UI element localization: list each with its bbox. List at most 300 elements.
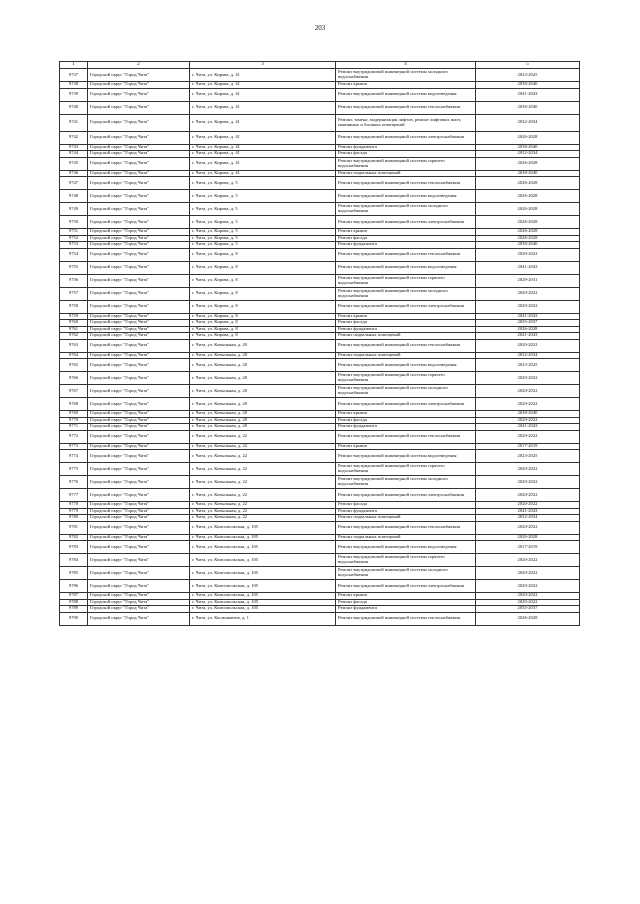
municipality-cell: Городской округ "Город Чита" xyxy=(88,333,190,340)
row-number: 9783 xyxy=(60,541,88,554)
address-cell: г. Чита, ул. Кирова, д. 8 xyxy=(190,333,336,340)
work-type-cell: Ремонт внутридомовой инженерной системы водоотведения xyxy=(336,190,476,203)
municipality-cell: Городской округ "Город Чита" xyxy=(88,541,190,554)
period-cell: 2020-2022 xyxy=(476,287,580,300)
address-cell: г. Чита, ул. Кирова, д. 5 xyxy=(190,177,336,190)
row-number: 9772 xyxy=(60,430,88,443)
municipality-cell: Городской округ "Город Чита" xyxy=(88,593,190,600)
work-type-cell: Ремонт внутридомовой инженерной системы горячего водоснабжения xyxy=(336,372,476,385)
municipality-cell: Городской округ "Город Чита" xyxy=(88,235,190,242)
column-header: 2 xyxy=(88,62,190,69)
period-cell: 2023-2025 xyxy=(476,359,580,372)
table-row xyxy=(60,430,580,443)
period-cell: 2035-2037 xyxy=(476,606,580,613)
row-number: 9779 xyxy=(60,508,88,515)
municipality-cell: Городской округ "Город Чита" xyxy=(88,114,190,131)
table-row xyxy=(60,190,580,203)
row-number: 9765 xyxy=(60,359,88,372)
municipality-cell: Городской округ "Город Чита" xyxy=(88,101,190,114)
row-number: 9739 xyxy=(60,88,88,101)
work-type-cell: Ремонт внутридомовой инженерной системы холодного водоснабжения xyxy=(336,69,476,82)
address-cell: г. Чита, ул. Ковыльная, д. 20 xyxy=(190,359,336,372)
municipality-cell: Городской округ "Город Чита" xyxy=(88,300,190,313)
table-row xyxy=(60,131,580,144)
table-row xyxy=(60,612,580,625)
row-number: 9777 xyxy=(60,489,88,502)
work-type-cell: Ремонт внутридомовой инженерной системы электроснабжения xyxy=(336,580,476,593)
municipality-cell: Городской округ "Город Чита" xyxy=(88,131,190,144)
period-cell: 2020-2022 xyxy=(476,300,580,313)
row-number: 9741 xyxy=(60,114,88,131)
period-cell: 2029-2031 xyxy=(476,274,580,287)
row-number: 9782 xyxy=(60,534,88,541)
row-number: 9754 xyxy=(60,248,88,261)
work-type-cell: Ремонт внутридомовой инженерной системы водоотведения xyxy=(336,541,476,554)
table-row xyxy=(60,359,580,372)
address-cell: г. Чита, ул. Кирова, д. 8 xyxy=(190,313,336,320)
municipality-cell: Городской округ "Город Чита" xyxy=(88,229,190,236)
municipality-cell: Городской округ "Город Чита" xyxy=(88,248,190,261)
address-cell: г. Чита, ул. Кирова, д. 5 xyxy=(190,203,336,216)
address-cell: г. Чита, ул. Комсомольская, д. 105 xyxy=(190,521,336,534)
municipality-cell: Городской округ "Город Чита" xyxy=(88,606,190,613)
row-number: 9766 xyxy=(60,372,88,385)
table-row xyxy=(60,274,580,287)
address-cell: г. Чита, ул. Ковыльная, д. 22 xyxy=(190,430,336,443)
municipality-cell: Городской округ "Город Чита" xyxy=(88,203,190,216)
work-type-cell: Ремонт фундамента xyxy=(336,508,476,515)
period-cell: 2020-2022 xyxy=(476,599,580,606)
row-number: 9774 xyxy=(60,450,88,463)
work-type-cell: Ремонт внутридомовой инженерной системы горячего водоснабжения xyxy=(336,274,476,287)
municipality-cell: Городской округ "Город Чита" xyxy=(88,261,190,274)
municipality-cell: Городской округ "Город Чита" xyxy=(88,554,190,567)
period-cell: 2032-2034 xyxy=(476,151,580,158)
work-type-cell: Ремонт внутридомовой инженерной системы холодного водоснабжения xyxy=(336,287,476,300)
row-number: 9744 xyxy=(60,151,88,158)
municipality-cell: Городской округ "Город Чита" xyxy=(88,320,190,327)
address-cell: г. Чита, ул. Комсомольская, д. 105 xyxy=(190,541,336,554)
row-number: 9789 xyxy=(60,606,88,613)
municipality-cell: Городской округ "Город Чита" xyxy=(88,489,190,502)
table-row xyxy=(60,541,580,554)
period-cell: 2035-2037 xyxy=(476,320,580,327)
table-header-row xyxy=(60,62,580,69)
period-cell: 2041-2043 xyxy=(476,424,580,431)
work-type-cell: Ремонт внутридомовой инженерной системы электроснабжения xyxy=(336,300,476,313)
address-cell: г. Чита, ул. Кирова, д. 8 xyxy=(190,320,336,327)
municipality-cell: Городской округ "Город Чита" xyxy=(88,567,190,580)
row-number: 9764 xyxy=(60,352,88,359)
municipality-cell: Городской округ "Город Чита" xyxy=(88,515,190,522)
row-number: 9758 xyxy=(60,300,88,313)
work-type-cell: Ремонт крыши xyxy=(336,443,476,450)
table-row xyxy=(60,580,580,593)
work-type-cell: Ремонт внутридомовой инженерной системы водоотведения xyxy=(336,359,476,372)
work-type-cell: Ремонт, замена, модернизация лифтов, ремонт лифтовых шахт, машинных и блочных помещений xyxy=(336,114,476,131)
table-row xyxy=(60,398,580,411)
row-number: 9746 xyxy=(60,170,88,177)
work-type-cell: Ремонт внутридомовой инженерной системы теплоснабжения xyxy=(336,339,476,352)
municipality-cell: Городской округ "Город Чита" xyxy=(88,398,190,411)
column-header: 5 xyxy=(476,62,580,69)
address-cell: г. Чита, ул. Ковыльная, д. 22 xyxy=(190,443,336,450)
row-number: 9773 xyxy=(60,443,88,450)
municipality-cell: Городской округ "Город Чита" xyxy=(88,326,190,333)
column-header: 3 xyxy=(190,62,336,69)
address-cell: г. Чита, ул. Ковыльная, д. 22 xyxy=(190,463,336,476)
row-number: 9737 xyxy=(60,69,88,82)
period-cell: 2020-2022 xyxy=(476,430,580,443)
work-type-cell: Ремонт фасада xyxy=(336,599,476,606)
municipality-cell: Городской округ "Город Чита" xyxy=(88,151,190,158)
row-number: 9771 xyxy=(60,424,88,431)
period-cell: 2038-2040 xyxy=(476,82,580,89)
address-cell: г. Чита, ул. Кирова, д. 41 xyxy=(190,114,336,131)
period-cell: 2020-2022 xyxy=(476,521,580,534)
work-type-cell: Ремонт фасада xyxy=(336,502,476,509)
work-type-cell: Ремонт внутридомовой инженерной системы теплоснабжения xyxy=(336,430,476,443)
table-row xyxy=(60,69,580,82)
period-cell: 2020-2022 xyxy=(476,463,580,476)
address-cell: г. Чита, ул. Кирова, д. 41 xyxy=(190,157,336,170)
table-row xyxy=(60,203,580,216)
table-row xyxy=(60,216,580,229)
period-cell: 2032-2034 xyxy=(476,515,580,522)
period-cell: 2020-2022 xyxy=(476,398,580,411)
municipality-cell: Городской округ "Город Чита" xyxy=(88,242,190,249)
table-row xyxy=(60,248,580,261)
work-type-cell: Ремонт внутридомовой инженерной системы горячего водоснабжения xyxy=(336,157,476,170)
period-cell: 2020-2022 xyxy=(476,580,580,593)
municipality-cell: Городской округ "Город Чита" xyxy=(88,170,190,177)
period-cell: 2017-2019 xyxy=(476,541,580,554)
work-type-cell: Ремонт крыши xyxy=(336,411,476,418)
period-cell: 2041-2043 xyxy=(476,88,580,101)
period-cell: 2026-2028 xyxy=(476,229,580,236)
address-cell: г. Чита, ул. Ковыльная, д. 20 xyxy=(190,385,336,398)
municipality-cell: Городской округ "Город Чита" xyxy=(88,612,190,625)
address-cell: г. Чита, ул. Ковыльная, д. 20 xyxy=(190,417,336,424)
period-cell: 2026-2028 xyxy=(476,612,580,625)
address-cell: г. Чита, ул. Ковыльная, д. 22 xyxy=(190,502,336,509)
address-cell: г. Чита, ул. Ковыльная, д. 20 xyxy=(190,339,336,352)
period-cell: 2041-2043 xyxy=(476,333,580,340)
table-row xyxy=(60,476,580,489)
work-type-cell: Ремонт внутридомовой инженерной системы теплоснабжения xyxy=(336,612,476,625)
address-cell: г. Чита, ул. Кирова, д. 41 xyxy=(190,88,336,101)
row-number: 9747 xyxy=(60,177,88,190)
table-row xyxy=(60,114,580,131)
column-header: 1 xyxy=(60,62,88,69)
period-cell: 2020-2022 xyxy=(476,339,580,352)
period-cell: 2038-2040 xyxy=(476,411,580,418)
period-cell: 2026-2028 xyxy=(476,235,580,242)
period-cell: 2038-2040 xyxy=(476,144,580,151)
row-number: 9778 xyxy=(60,502,88,509)
period-cell: 2020-2022 xyxy=(476,489,580,502)
municipality-cell: Городской округ "Город Чита" xyxy=(88,216,190,229)
row-number: 9743 xyxy=(60,144,88,151)
address-cell: г. Чита, ул. Кирова, д. 5 xyxy=(190,242,336,249)
row-number: 9786 xyxy=(60,580,88,593)
row-number: 9759 xyxy=(60,313,88,320)
table-row xyxy=(60,88,580,101)
work-type-cell: Ремонт крыши xyxy=(336,593,476,600)
row-number: 9770 xyxy=(60,417,88,424)
work-type-cell: Ремонт фундамента xyxy=(336,242,476,249)
table-row xyxy=(60,101,580,114)
municipality-cell: Городской округ "Город Чита" xyxy=(88,463,190,476)
period-cell: 2038-2040 xyxy=(476,170,580,177)
row-number: 9749 xyxy=(60,203,88,216)
work-type-cell: Ремонт подвальных помещений xyxy=(336,333,476,340)
address-cell: г. Чита, ул. Космонавтов, д. 1 xyxy=(190,612,336,625)
work-type-cell: Ремонт внутридомовой инженерной системы водоотведения xyxy=(336,88,476,101)
period-cell: 2032-2034 xyxy=(476,352,580,359)
address-cell: г. Чита, ул. Комсомольская, д. 105 xyxy=(190,534,336,541)
municipality-cell: Городской округ "Город Чита" xyxy=(88,190,190,203)
period-cell: 2041-2043 xyxy=(476,508,580,515)
address-cell: г. Чита, ул. Комсомольская, д. 105 xyxy=(190,593,336,600)
address-cell: г. Чита, ул. Кирова, д. 8 xyxy=(190,274,336,287)
address-cell: г. Чита, ул. Ковыльная, д. 20 xyxy=(190,424,336,431)
period-cell: 2023-2025 xyxy=(476,69,580,82)
address-cell: г. Чита, ул. Кирова, д. 41 xyxy=(190,170,336,177)
work-type-cell: Ремонт фасада xyxy=(336,151,476,158)
row-number: 9748 xyxy=(60,190,88,203)
row-number: 9790 xyxy=(60,612,88,625)
table-row xyxy=(60,300,580,313)
address-cell: г. Чита, ул. Ковыльная, д. 20 xyxy=(190,352,336,359)
address-cell: г. Чита, ул. Кирова, д. 41 xyxy=(190,144,336,151)
row-number: 9767 xyxy=(60,385,88,398)
address-cell: г. Чита, ул. Ковыльная, д. 22 xyxy=(190,515,336,522)
table-row xyxy=(60,567,580,580)
address-cell: г. Чита, ул. Кирова, д. 41 xyxy=(190,101,336,114)
municipality-cell: Городской округ "Город Чита" xyxy=(88,417,190,424)
row-number: 9785 xyxy=(60,567,88,580)
period-cell: 2041-2043 xyxy=(476,313,580,320)
table-row xyxy=(60,372,580,385)
municipality-cell: Городской округ "Город Чита" xyxy=(88,411,190,418)
work-type-cell: Ремонт подвальных помещений xyxy=(336,352,476,359)
row-number: 9756 xyxy=(60,274,88,287)
work-type-cell: Ремонт внутридомовой инженерной системы теплоснабжения xyxy=(336,248,476,261)
row-number: 9787 xyxy=(60,593,88,600)
table-row xyxy=(60,450,580,463)
work-type-cell: Ремонт крыши xyxy=(336,229,476,236)
municipality-cell: Городской округ "Город Чита" xyxy=(88,443,190,450)
address-cell: г. Чита, ул. Кирова, д. 5 xyxy=(190,190,336,203)
repair-schedule-table xyxy=(59,61,580,626)
table-row xyxy=(60,385,580,398)
period-cell: 2041-2043 xyxy=(476,261,580,274)
municipality-cell: Городской округ "Город Чита" xyxy=(88,521,190,534)
table-row xyxy=(60,157,580,170)
municipality-cell: Городской округ "Город Чита" xyxy=(88,177,190,190)
municipality-cell: Городской округ "Город Чита" xyxy=(88,339,190,352)
table-row xyxy=(60,489,580,502)
period-cell: 2020-2022 xyxy=(476,593,580,600)
municipality-cell: Городской округ "Город Чита" xyxy=(88,274,190,287)
work-type-cell: Ремонт внутридомовой инженерной системы электроснабжения xyxy=(336,131,476,144)
work-type-cell: Ремонт подвальных помещений xyxy=(336,170,476,177)
address-cell: г. Чита, ул. Кирова, д. 41 xyxy=(190,131,336,144)
row-number: 9776 xyxy=(60,476,88,489)
address-cell: г. Чита, ул. Кирова, д. 8 xyxy=(190,287,336,300)
municipality-cell: Городской округ "Город Чита" xyxy=(88,450,190,463)
row-number: 9761 xyxy=(60,326,88,333)
row-number: 9753 xyxy=(60,242,88,249)
period-cell: 2020-2022 xyxy=(476,417,580,424)
period-cell: 2020-2022 xyxy=(476,385,580,398)
work-type-cell: Ремонт внутридомовой инженерной системы водоотведения xyxy=(336,261,476,274)
work-type-cell: Ремонт фасада xyxy=(336,235,476,242)
work-type-cell: Ремонт внутридомовой инженерной системы горячего водоснабжения xyxy=(336,554,476,567)
period-cell: 2026-2028 xyxy=(476,216,580,229)
municipality-cell: Городской округ "Город Чита" xyxy=(88,424,190,431)
row-number: 9788 xyxy=(60,599,88,606)
period-cell: 2020-2022 xyxy=(476,476,580,489)
work-type-cell: Ремонт крыши xyxy=(336,82,476,89)
address-cell: г. Чита, ул. Кирова, д. 5 xyxy=(190,216,336,229)
address-cell: г. Чита, ул. Ковыльная, д. 20 xyxy=(190,398,336,411)
row-number: 9784 xyxy=(60,554,88,567)
period-cell: 2038-2040 xyxy=(476,101,580,114)
page-number: 203 xyxy=(314,24,326,32)
row-number: 9763 xyxy=(60,339,88,352)
period-cell: 2020-2022 xyxy=(476,248,580,261)
period-cell: 2020-2022 xyxy=(476,567,580,580)
municipality-cell: Городской округ "Город Чита" xyxy=(88,534,190,541)
municipality-cell: Городской округ "Город Чита" xyxy=(88,508,190,515)
work-type-cell: Ремонт фундамента xyxy=(336,424,476,431)
municipality-cell: Городской округ "Город Чита" xyxy=(88,287,190,300)
address-cell: г. Чита, ул. Ковыльная, д. 22 xyxy=(190,508,336,515)
period-cell: 2017-2019 xyxy=(476,443,580,450)
work-type-cell: Ремонт внутридомовой инженерной системы холодного водоснабжения xyxy=(336,476,476,489)
municipality-cell: Городской округ "Город Чита" xyxy=(88,372,190,385)
period-cell: 2038-2040 xyxy=(476,242,580,249)
work-type-cell: Ремонт фасада xyxy=(336,320,476,327)
row-number: 9751 xyxy=(60,229,88,236)
address-cell: г. Чита, ул. Ковыльная, д. 20 xyxy=(190,372,336,385)
work-type-cell: Ремонт подвальных помещений xyxy=(336,515,476,522)
work-type-cell: Ремонт внутридомовой инженерной системы теплоснабжения xyxy=(336,177,476,190)
row-number: 9775 xyxy=(60,463,88,476)
work-type-cell: Ремонт внутридомовой инженерной системы водоотведения xyxy=(336,450,476,463)
address-cell: г. Чита, ул. Комсомольская, д. 105 xyxy=(190,554,336,567)
period-cell: 2020-2022 xyxy=(476,554,580,567)
work-type-cell: Ремонт внутридомовой инженерной системы электроснабжения xyxy=(336,398,476,411)
table-row xyxy=(60,287,580,300)
table-row xyxy=(60,177,580,190)
address-cell: г. Чита, ул. Кирова, д. 41 xyxy=(190,69,336,82)
municipality-cell: Городской округ "Город Чита" xyxy=(88,144,190,151)
row-number: 9757 xyxy=(60,287,88,300)
municipality-cell: Городской округ "Город Чита" xyxy=(88,352,190,359)
address-cell: г. Чита, ул. Кирова, д. 41 xyxy=(190,82,336,89)
table-row xyxy=(60,261,580,274)
period-cell: 2026-2028 xyxy=(476,131,580,144)
municipality-cell: Городской округ "Город Чита" xyxy=(88,580,190,593)
work-type-cell: Ремонт подвальных помещений xyxy=(336,534,476,541)
row-number: 9740 xyxy=(60,101,88,114)
municipality-cell: Городской округ "Город Чита" xyxy=(88,385,190,398)
row-number: 9755 xyxy=(60,261,88,274)
address-cell: г. Чита, ул. Комсомольская, д. 105 xyxy=(190,580,336,593)
address-cell: г. Чита, ул. Кирова, д. 41 xyxy=(190,151,336,158)
work-type-cell: Ремонт внутридомовой инженерной системы горячего водоснабжения xyxy=(336,463,476,476)
period-cell: 2026-2028 xyxy=(476,157,580,170)
municipality-cell: Городской округ "Город Чита" xyxy=(88,359,190,372)
period-cell: 2026-2028 xyxy=(476,177,580,190)
address-cell: г. Чита, ул. Ковыльная, д. 22 xyxy=(190,450,336,463)
work-type-cell: Ремонт внутридомовой инженерной системы электроснабжения xyxy=(336,489,476,502)
row-number: 9750 xyxy=(60,216,88,229)
row-number: 9781 xyxy=(60,521,88,534)
municipality-cell: Городской округ "Город Чита" xyxy=(88,476,190,489)
period-cell: 2026-2028 xyxy=(476,190,580,203)
municipality-cell: Городской округ "Город Чита" xyxy=(88,69,190,82)
work-type-cell: Ремонт внутридомовой инженерной системы теплоснабжения xyxy=(336,101,476,114)
row-number: 9752 xyxy=(60,235,88,242)
work-type-cell: Ремонт фундамента xyxy=(336,606,476,613)
municipality-cell: Городской округ "Город Чита" xyxy=(88,430,190,443)
municipality-cell: Городской округ "Город Чита" xyxy=(88,502,190,509)
period-cell: 2026-2028 xyxy=(476,203,580,216)
work-type-cell: Ремонт фундамента xyxy=(336,144,476,151)
period-cell: 2023-2025 xyxy=(476,450,580,463)
work-type-cell: Ремонт внутридомовой инженерной системы теплоснабжения xyxy=(336,521,476,534)
work-type-cell: Ремонт внутридомовой инженерной системы холодного водоснабжения xyxy=(336,203,476,216)
work-type-cell: Ремонт внутридомовой инженерной системы холодного водоснабжения xyxy=(336,385,476,398)
work-type-cell: Ремонт внутридомовой инженерной системы электроснабжения xyxy=(336,216,476,229)
address-cell: г. Чита, ул. Кирова, д. 8 xyxy=(190,326,336,333)
address-cell: г. Чита, ул. Комсомольская, д. 105 xyxy=(190,567,336,580)
municipality-cell: Городской округ "Город Чита" xyxy=(88,82,190,89)
row-number: 9745 xyxy=(60,157,88,170)
table-row xyxy=(60,521,580,534)
row-number: 9738 xyxy=(60,82,88,89)
address-cell: г. Чита, ул. Кирова, д. 8 xyxy=(190,300,336,313)
work-type-cell: Ремонт фасада xyxy=(336,417,476,424)
municipality-cell: Городской округ "Город Чита" xyxy=(88,313,190,320)
municipality-cell: Городской округ "Город Чита" xyxy=(88,88,190,101)
row-number: 9769 xyxy=(60,411,88,418)
address-cell: г. Чита, ул. Кирова, д. 5 xyxy=(190,229,336,236)
municipality-cell: Городской округ "Город Чита" xyxy=(88,157,190,170)
table-row xyxy=(60,554,580,567)
period-cell: 2026-2028 xyxy=(476,326,580,333)
address-cell: г. Чита, ул. Комсомольская, д. 105 xyxy=(190,599,336,606)
address-cell: г. Чита, ул. Ковыльная, д. 22 xyxy=(190,476,336,489)
row-number: 9768 xyxy=(60,398,88,411)
work-type-cell: Ремонт крыши xyxy=(336,313,476,320)
row-number: 9780 xyxy=(60,515,88,522)
address-cell: г. Чита, ул. Кирова, д. 8 xyxy=(190,261,336,274)
work-type-cell: Ремонт фундамента xyxy=(336,326,476,333)
row-number: 9760 xyxy=(60,320,88,327)
column-header: 4 xyxy=(336,62,476,69)
period-cell: 2020-2022 xyxy=(476,372,580,385)
address-cell: г. Чита, ул. Ковыльная, д. 20 xyxy=(190,411,336,418)
address-cell: г. Чита, ул. Кирова, д. 5 xyxy=(190,235,336,242)
municipality-cell: Городской округ "Город Чита" xyxy=(88,599,190,606)
period-cell: 2032-2034 xyxy=(476,114,580,131)
row-number: 9742 xyxy=(60,131,88,144)
